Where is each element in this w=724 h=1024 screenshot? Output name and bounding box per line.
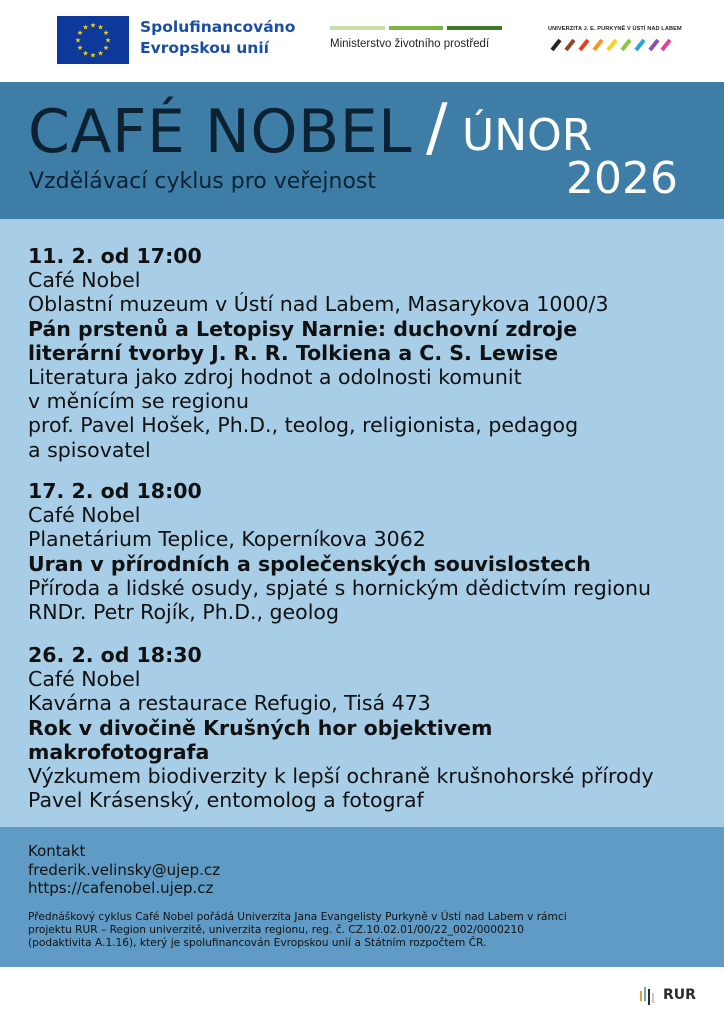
- eu-star-icon: ★: [102, 44, 110, 52]
- rur-bars-icon: [640, 985, 658, 1005]
- event-description-line: Literatura jako zdroj hodnot a odolnosti komunit: [28, 365, 522, 390]
- event-description-line: Výzkumem biodiverzity k lepší ochraně krušnohorské přírody: [28, 764, 654, 789]
- contact-web-link[interactable]: https://cafenobel.ujep.cz: [28, 879, 214, 898]
- funding-note-line: projektu RUR – Region univerzitě, univerzita regionu, reg. č. CZ.10.02.01/00/22_002/0000210: [28, 923, 524, 936]
- event-2: [28, 479, 718, 624]
- event-date: 11. 2. od 17:00: [28, 244, 202, 268]
- eu-star-icon: ★: [89, 51, 97, 60]
- rur-label: RUR: [663, 987, 696, 1003]
- eu-star-icon: ★: [76, 29, 84, 37]
- eu-star-icon: ★: [97, 23, 104, 32]
- event-series: Café Nobel: [28, 667, 141, 692]
- eu-star-icon: ★: [82, 49, 89, 58]
- rur-logo: [640, 985, 696, 1005]
- funding-note-line: Přednáškový cyklus Café Nobel pořádá Univerzita Jana Evangelisty Purkyně v Ústí nad Labem v rámci: [28, 911, 567, 923]
- university-name: UNIVERZITA J. E. PURKYNĚ V ÚSTÍ NAD LABEM: [548, 26, 682, 32]
- event-3: [28, 643, 718, 812]
- logo-strip: [0, 0, 724, 82]
- page-title: CAFÉ NOBEL: [28, 97, 413, 167]
- eu-star-icon: ★: [89, 21, 97, 30]
- eu-star-icon: ★: [74, 36, 82, 45]
- event-date: 26. 2. od 18:30: [28, 643, 202, 667]
- eu-star-icon: ★: [76, 44, 84, 52]
- event-title-line: Uran v přírodních a společenských souvislostech: [28, 551, 591, 576]
- event-venue: Kavárna a restaurace Refugio, Tisá 473: [28, 691, 431, 716]
- ministry-logo: [330, 26, 502, 50]
- ministry-stripes-icon: [330, 26, 502, 30]
- contact-block: [28, 842, 220, 898]
- university-stripes-icon: [548, 36, 672, 52]
- event-title-line: literární tvorby J. R. R. Tolkiena a C. S. Lewise: [28, 340, 558, 365]
- eu-star-icon: ★: [82, 23, 89, 32]
- page-subtitle: Vzdělávací cyklus pro veřejnost: [29, 169, 376, 194]
- eu-line-1: Spolufinancováno: [140, 18, 296, 36]
- month-label: ÚNOR: [462, 110, 593, 161]
- event-venue: Oblastní muzeum v Ústí nad Labem, Masarykova 1000/3: [28, 292, 609, 317]
- eu-star-icon: ★: [102, 29, 110, 37]
- title-slash: /: [426, 91, 448, 165]
- eu-star-icon: ★: [97, 49, 104, 58]
- event-description-line: Příroda a lidské osudy, spjaté s hornickým dědictvím regionu: [28, 575, 651, 600]
- footer: [0, 967, 724, 1024]
- event-speaker-line: RNDr. Petr Rojík, Ph.D., geolog: [28, 600, 339, 625]
- eu-line-2: Evropskou unií: [140, 39, 269, 57]
- event-speaker-line: a spisovatel: [28, 437, 151, 462]
- event-date: 17. 2. od 18:00: [28, 479, 202, 503]
- eu-flag-icon: [57, 16, 129, 64]
- eu-cofinancing-label: [140, 17, 295, 59]
- ministry-name: Ministerstvo životního prostředí: [330, 38, 490, 50]
- contact-label: Kontakt: [28, 842, 86, 860]
- event-1: [28, 244, 718, 462]
- event-description-line: v měnícím se regionu: [28, 389, 250, 414]
- university-logo: [548, 26, 682, 52]
- event-series: Café Nobel: [28, 268, 141, 293]
- event-title-line: Pán prstenů a Letopisy Narnie: duchovní zdroje: [28, 316, 578, 341]
- event-title-line: Rok v divočině Krušných hor objektivem: [28, 715, 493, 740]
- event-speaker-line: Pavel Krásenský, entomolog a fotograf: [28, 788, 424, 813]
- contact-email-link[interactable]: frederik.velinsky@ujep.cz: [28, 860, 220, 879]
- event-title-line: makrofotografa: [28, 739, 210, 764]
- year-label: 2026: [566, 153, 678, 204]
- event-venue: Planetárium Teplice, Koperníkova 3062: [28, 527, 426, 552]
- funding-note: [28, 911, 708, 949]
- eu-star-icon: ★: [104, 36, 112, 45]
- funding-note-line: (podaktivita A.1.16), který je spolufinancován Evropskou unií a Státním rozpočtem ČR.: [28, 936, 487, 949]
- event-speaker-line: prof. Pavel Hošek, Ph.D., teolog, religionista, pedagog: [28, 413, 579, 438]
- event-series: Café Nobel: [28, 503, 141, 528]
